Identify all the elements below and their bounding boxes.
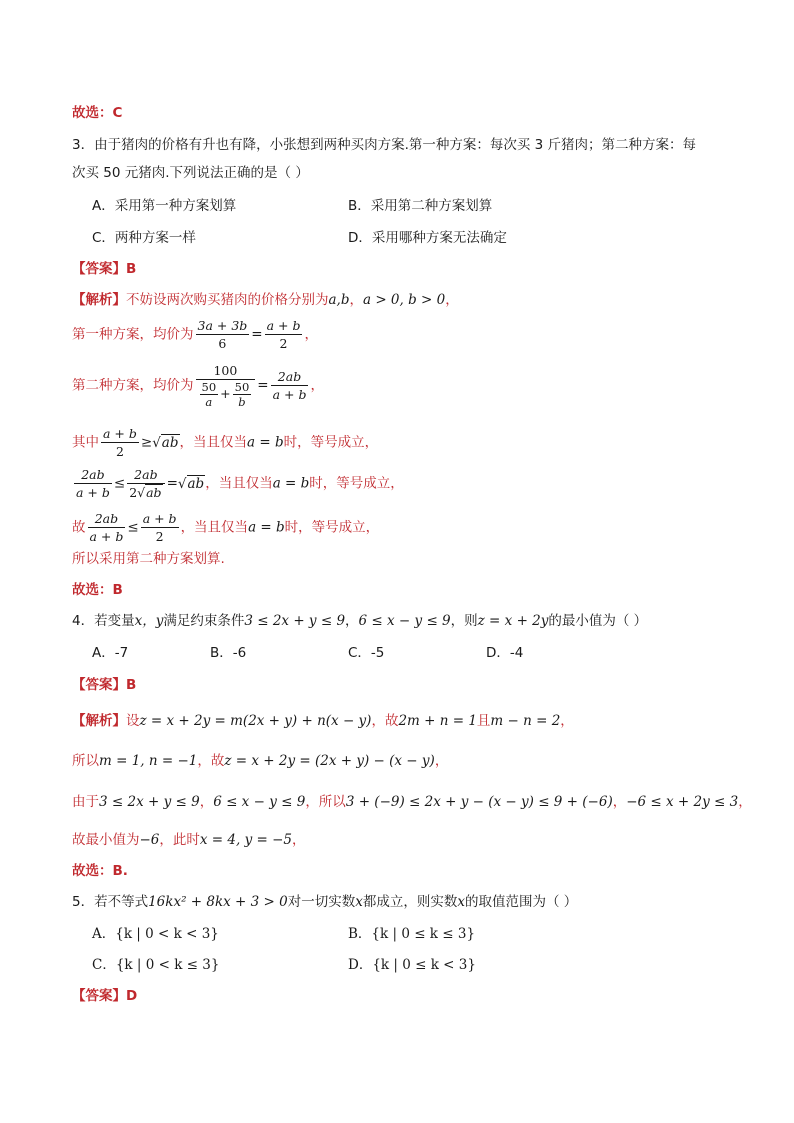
q3-analysis-line3: 第二种方案，均价为 100 $\frac{50}{a}$ + $\frac{50}{b}$ = $\frac{2ab}{a + b}$ ， xyxy=(72,363,324,409)
q3-option-d[interactable]: D．采用哪种方案无法确定 xyxy=(348,230,507,246)
q5-option-d[interactable]: D．{k | 0 ≤ k < 3} xyxy=(348,957,476,973)
previous-answer: 故选：C xyxy=(72,105,123,121)
q4-answer: 【答案】B xyxy=(72,677,137,693)
q5-option-c[interactable]: C．{k | 0 < k ≤ 3} xyxy=(92,957,220,973)
fraction-3a3b-6: $\frac{3a + 3b}{6}$ xyxy=(197,318,248,351)
fraction-2ab-aplusb: $\frac{2ab}{a + b}$ xyxy=(272,369,307,402)
q3-final: 故选：B xyxy=(72,582,123,598)
q4-option-d[interactable]: D．-4 xyxy=(486,645,524,661)
q3-stem-line1: 3．由于猪肉的价格有升也有降，小张想到两种买肉方案.第一种方案：每次买 3 斤猪肉；第二种方案：每 xyxy=(72,137,697,153)
q5-stem: 5．若不等式16kx² + 8kx + 3 > 0对一切实数x都成立，则实数x的取值范围为（ ） xyxy=(72,894,578,910)
q3-option-a[interactable]: A．采用第一种方案划算 xyxy=(92,198,237,214)
q3-analysis-line4: 其中 $\frac{a + b}{2}$ ≥√ab，当且仅当a = b时，等号成立， xyxy=(72,426,379,459)
fraction-ab-2: $\frac{a + b}{2}$ xyxy=(266,318,301,351)
q4-analysis-line3: 由于3 ≤ 2x + y ≤ 9，6 ≤ x − y ≤ 9，所以3 + (−9) ≤ 2x + y − (x − y) ≤ 9 + (−6)，−6 ≤ x + 2y ≤ 3， xyxy=(72,794,752,810)
q4-analysis-line4: 故最小值为−6，此时x = 4, y = −5， xyxy=(72,832,306,848)
q3-analysis-line7: 所以采用第二种方案划算. xyxy=(72,551,225,567)
q3-option-b[interactable]: B．采用第二种方案划算 xyxy=(348,198,493,214)
q4-analysis-line1: 【解析】设z = x + 2y = m(2x + y) + n(x − y)，故2m + n = 1且m − n = 2， xyxy=(72,713,574,729)
q3-answer: 【答案】B xyxy=(72,261,137,277)
q5-option-a[interactable]: A．{k | 0 < k < 3} xyxy=(92,926,219,942)
q5-answer: 【答案】D xyxy=(72,988,138,1004)
q5-option-b[interactable]: B．{k | 0 ≤ k ≤ 3} xyxy=(348,926,476,942)
q4-option-a[interactable]: A．-7 xyxy=(92,645,129,661)
q4-analysis-line2: 所以m = 1, n = −1，故z = x + 2y = (2x + y) − (x − y)， xyxy=(72,753,449,769)
q3-analysis-line5: $\frac{2ab}{a + b}$ ≤ $\frac{2ab}{2√ab}$ =√ab，当且仅当a = b时，等号成立， xyxy=(76,467,404,500)
q3-analysis-line2: 第一种方案，均价为 $\frac{3a + 3b}{6}$ = $\frac{a + b}{2}$ ， xyxy=(72,318,318,351)
q3-stem-line2: 次买 50 元猪肉.下列说法正确的是（ ） xyxy=(72,165,309,181)
q4-option-b[interactable]: B．-6 xyxy=(210,645,247,661)
q3-analysis-line6: 故 $\frac{2ab}{a + b}$ ≤ $\frac{a + b}{2}$ ，当且仅当a = b时，等号成立， xyxy=(72,511,380,544)
q4-final: 故选：B. xyxy=(72,863,128,879)
q3-analysis-line1: 【解析】不妨设两次购买猪肉的价格分别为a,b，a > 0, b > 0， xyxy=(72,292,459,308)
q4-option-c[interactable]: C．-5 xyxy=(348,645,385,661)
q3-option-c[interactable]: C．两种方案一样 xyxy=(92,230,196,246)
fraction-100-over-sum: 100 $\frac{50}{a}$ + $\frac{50}{b}$ xyxy=(196,362,256,409)
q4-stem: 4．若变量x，y满足约束条件3 ≤ 2x + y ≤ 9，6 ≤ x − y ≤ 9，则z = x + 2y的最小值为（ ） xyxy=(72,613,648,629)
